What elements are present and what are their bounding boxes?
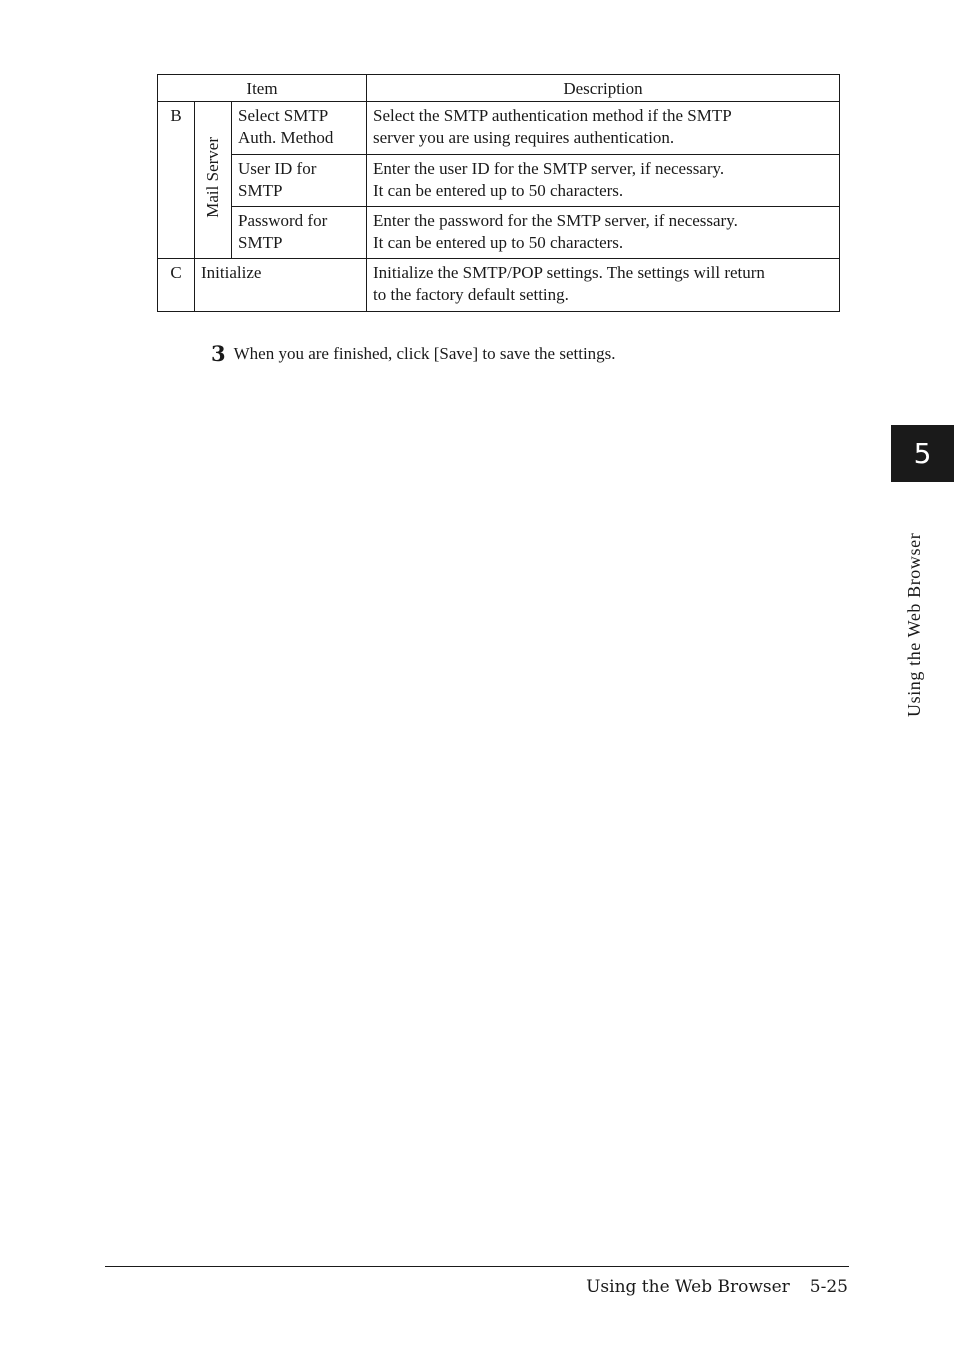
table-row [158,259,840,312]
item-line: User ID for [238,159,317,178]
footer-section-title: Using the Web Browser [586,1277,790,1297]
item-cell [232,155,367,207]
description-line: to the factory default setting. [373,285,569,304]
settings-table [157,74,840,312]
description-line: server you are using requires authentication. [373,128,675,147]
item-line: Password for [238,211,328,230]
description-cell [367,259,840,312]
row-letter-c: C [158,259,195,312]
description-cell [367,102,840,155]
description-line: Select the SMTP authentication method if the SMTP [373,106,732,125]
group-label-cell [195,102,232,259]
item-line: SMTP [238,181,283,200]
description-line: Initialize the SMTP/POP settings. The settings will return [373,263,765,282]
item-line: Select SMTP [238,106,329,125]
item-cell [232,207,367,259]
description-line: It can be entered up to 50 characters. [373,181,624,200]
step-number: 3 [211,341,226,366]
table-row [158,102,840,155]
item-line: SMTP [238,233,283,252]
step-instruction [211,342,616,366]
row-letter-b: B [158,102,195,259]
step-text: When you are finished, click [Save] to save the settings. [233,344,616,363]
item-cell [232,102,367,155]
description-cell [367,155,840,207]
item-cell: Initialize [195,259,367,312]
header-item: Item [158,75,367,102]
page-footer [586,1277,848,1297]
chapter-side-label: Using the Web Browser [904,532,924,717]
description-line: It can be entered up to 50 characters. [373,233,624,252]
table-header-row [158,75,840,102]
header-description: Description [367,75,840,102]
description-line: Enter the user ID for the SMTP server, if necessary. [373,159,725,178]
group-label-mail-server: Mail Server [203,136,222,218]
description-line: Enter the password for the SMTP server, if necessary. [373,211,738,230]
footer-divider [105,1266,849,1267]
table-row [158,207,840,259]
description-cell [367,207,840,259]
chapter-tab: 5 [891,425,954,482]
item-line: Auth. Method [238,128,334,147]
page-number: 5-25 [809,1277,848,1297]
table-row [158,155,840,207]
